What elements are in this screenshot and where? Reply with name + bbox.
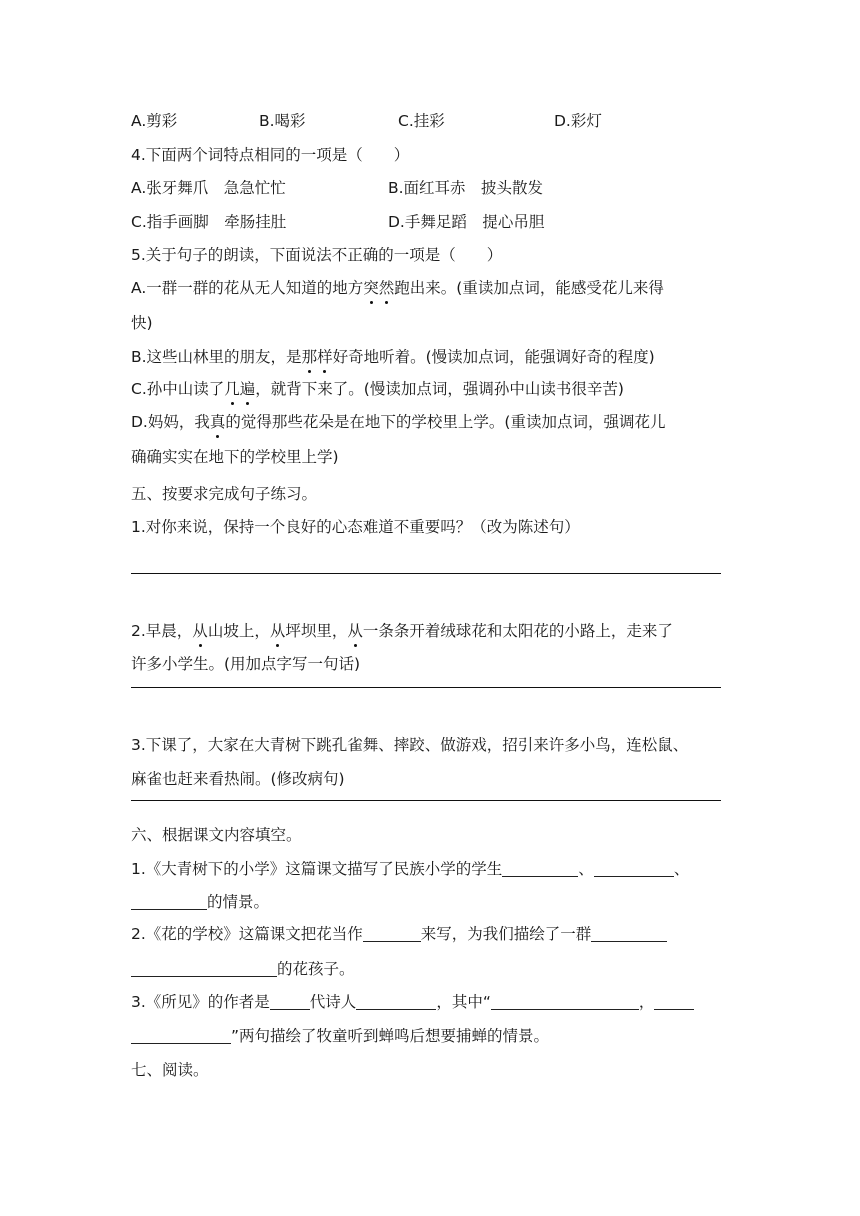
s2-mid1: 山坡上，	[207, 622, 270, 640]
q3-option-d: D.彩灯	[554, 112, 602, 130]
q5-option-a-cont: 快)	[131, 314, 153, 332]
blank-field[interactable]	[131, 893, 207, 910]
q5-c-post: ，就背下来了。(慢读加点词，强调孙中山读书很辛苦)	[255, 380, 624, 398]
q3-option-c: C.挂彩	[398, 112, 445, 130]
answer-line[interactable]	[131, 687, 721, 688]
q5-b-pre: B.这些山林里的朋友，是	[131, 348, 302, 366]
blank-field[interactable]	[363, 925, 421, 942]
q5-option-d-cont: 确确实实在地下的学校里上学)	[131, 448, 339, 466]
dotted-char: 那	[301, 348, 318, 366]
dotted-char: 从	[192, 622, 208, 640]
fill-1-sep: 、	[578, 860, 594, 878]
blank-field[interactable]	[502, 860, 578, 877]
q5-d-pre: D.妈妈，我	[131, 413, 210, 431]
dotted-char: 从	[347, 622, 363, 640]
sentence-2-cont: 许多小学生。(用加点字写一句话)	[131, 655, 361, 673]
fill-3-sep: ，	[638, 993, 655, 1011]
q5-a-pre: A.一群一群的花从无人知道的地方	[131, 279, 364, 297]
q5-b-post: 好奇地听着。(慢读加点词，能强调好奇的程度)	[332, 348, 655, 366]
fill-3-text: ，其中“	[436, 993, 491, 1011]
fill-1-text: 1.《大青树下的小学》这篇课文描写了民族小学的学生	[131, 860, 503, 878]
section-7-title: 七、阅读。	[131, 1061, 209, 1079]
q4-option-a: A.张牙舞爪 急急忙忙	[131, 179, 286, 197]
q5-c-pre: C.孙中山读了	[131, 380, 225, 398]
fill-1-sep: 、	[673, 860, 690, 878]
q4-option-b: B.面红耳赤 披头散发	[388, 179, 544, 197]
blank-field[interactable]	[131, 960, 277, 977]
q4-option-c: C.指手画脚 牵肠挂肚	[131, 213, 287, 231]
q5-d-post: 的觉得那些花朵是在地下的学校里上学。(重读加点词，强调花儿	[225, 413, 666, 431]
blank-field[interactable]	[591, 925, 667, 942]
fill-2-text: 来写，为我们描绘了一群	[420, 925, 592, 943]
blank-field[interactable]	[594, 860, 674, 877]
q5-option-d	[131, 411, 665, 433]
fill-1-cont	[131, 891, 269, 913]
dotted-char: 样	[317, 348, 333, 366]
s2-pre: 2.早晨，	[131, 622, 193, 640]
sentence-1: 1.对你来说，保持一个良好的心态难道不重要吗？（改为陈述句）	[131, 518, 580, 536]
dotted-char: 真	[209, 413, 226, 431]
blank-field[interactable]	[270, 993, 310, 1010]
blank-field[interactable]	[654, 993, 694, 1010]
q5-stem: 5.关于句子的朗读，下面说法不正确的一项是（ ）	[131, 246, 503, 264]
fill-3	[131, 991, 694, 1013]
fill-2	[131, 923, 667, 945]
fill-3-end: ”两句描绘了牧童听到蝉鸣后想要捕蝉的情景。	[231, 1027, 550, 1045]
q5-option-b	[131, 346, 655, 368]
blank-field[interactable]	[491, 993, 639, 1010]
dotted-char: 遍	[239, 380, 256, 398]
fill-2-end: 的花孩子。	[277, 960, 355, 978]
answer-line[interactable]	[131, 573, 721, 574]
q5-option-a	[131, 277, 664, 299]
dotted-char: 突	[363, 279, 379, 297]
fill-3-text: 3.《所见》的作者是	[131, 993, 270, 1011]
fill-3-text: 代诗人	[309, 993, 357, 1011]
q3-option-b: B.喝彩	[259, 112, 306, 130]
dotted-char: 从	[269, 622, 286, 640]
section-6-title: 六、根据课文内容填空。	[131, 826, 302, 844]
sentence-3-cont: 麻雀也赶来看热闹。(修改病句)	[131, 770, 345, 788]
blank-field[interactable]	[356, 993, 436, 1010]
fill-2-cont	[131, 958, 355, 980]
q3-option-a: A.剪彩	[131, 112, 178, 130]
s2-mid2: 坪坝里，	[285, 622, 348, 640]
q5-a-post: 跑出来。(重读加点词，能感受花儿来得	[394, 279, 664, 297]
sentence-2	[131, 620, 673, 642]
q5-option-c	[131, 378, 624, 400]
dotted-char: 几	[224, 380, 240, 398]
q4-stem: 4.下面两个词特点相同的一项是（ ）	[131, 146, 410, 164]
q4-option-d: D.手舞足蹈 提心吊胆	[388, 213, 545, 231]
answer-line[interactable]	[131, 800, 721, 801]
dotted-char: 然	[378, 279, 395, 297]
section-5-title: 五、按要求完成句子练习。	[131, 485, 318, 503]
sentence-3: 3.下课了，大家在大青树下跳孔雀舞、摔跤、做游戏，招引来许多小鸟，连松鼠、	[131, 736, 689, 754]
fill-1	[131, 858, 689, 880]
fill-3-cont	[131, 1025, 549, 1047]
fill-2-text: 2.《花的学校》这篇课文把花当作	[131, 925, 363, 943]
blank-field[interactable]	[131, 1027, 231, 1044]
fill-1-end: 的情景。	[207, 893, 270, 911]
s2-post: 一条条开着绒球花和太阳花的小路上，走来了	[362, 622, 673, 640]
